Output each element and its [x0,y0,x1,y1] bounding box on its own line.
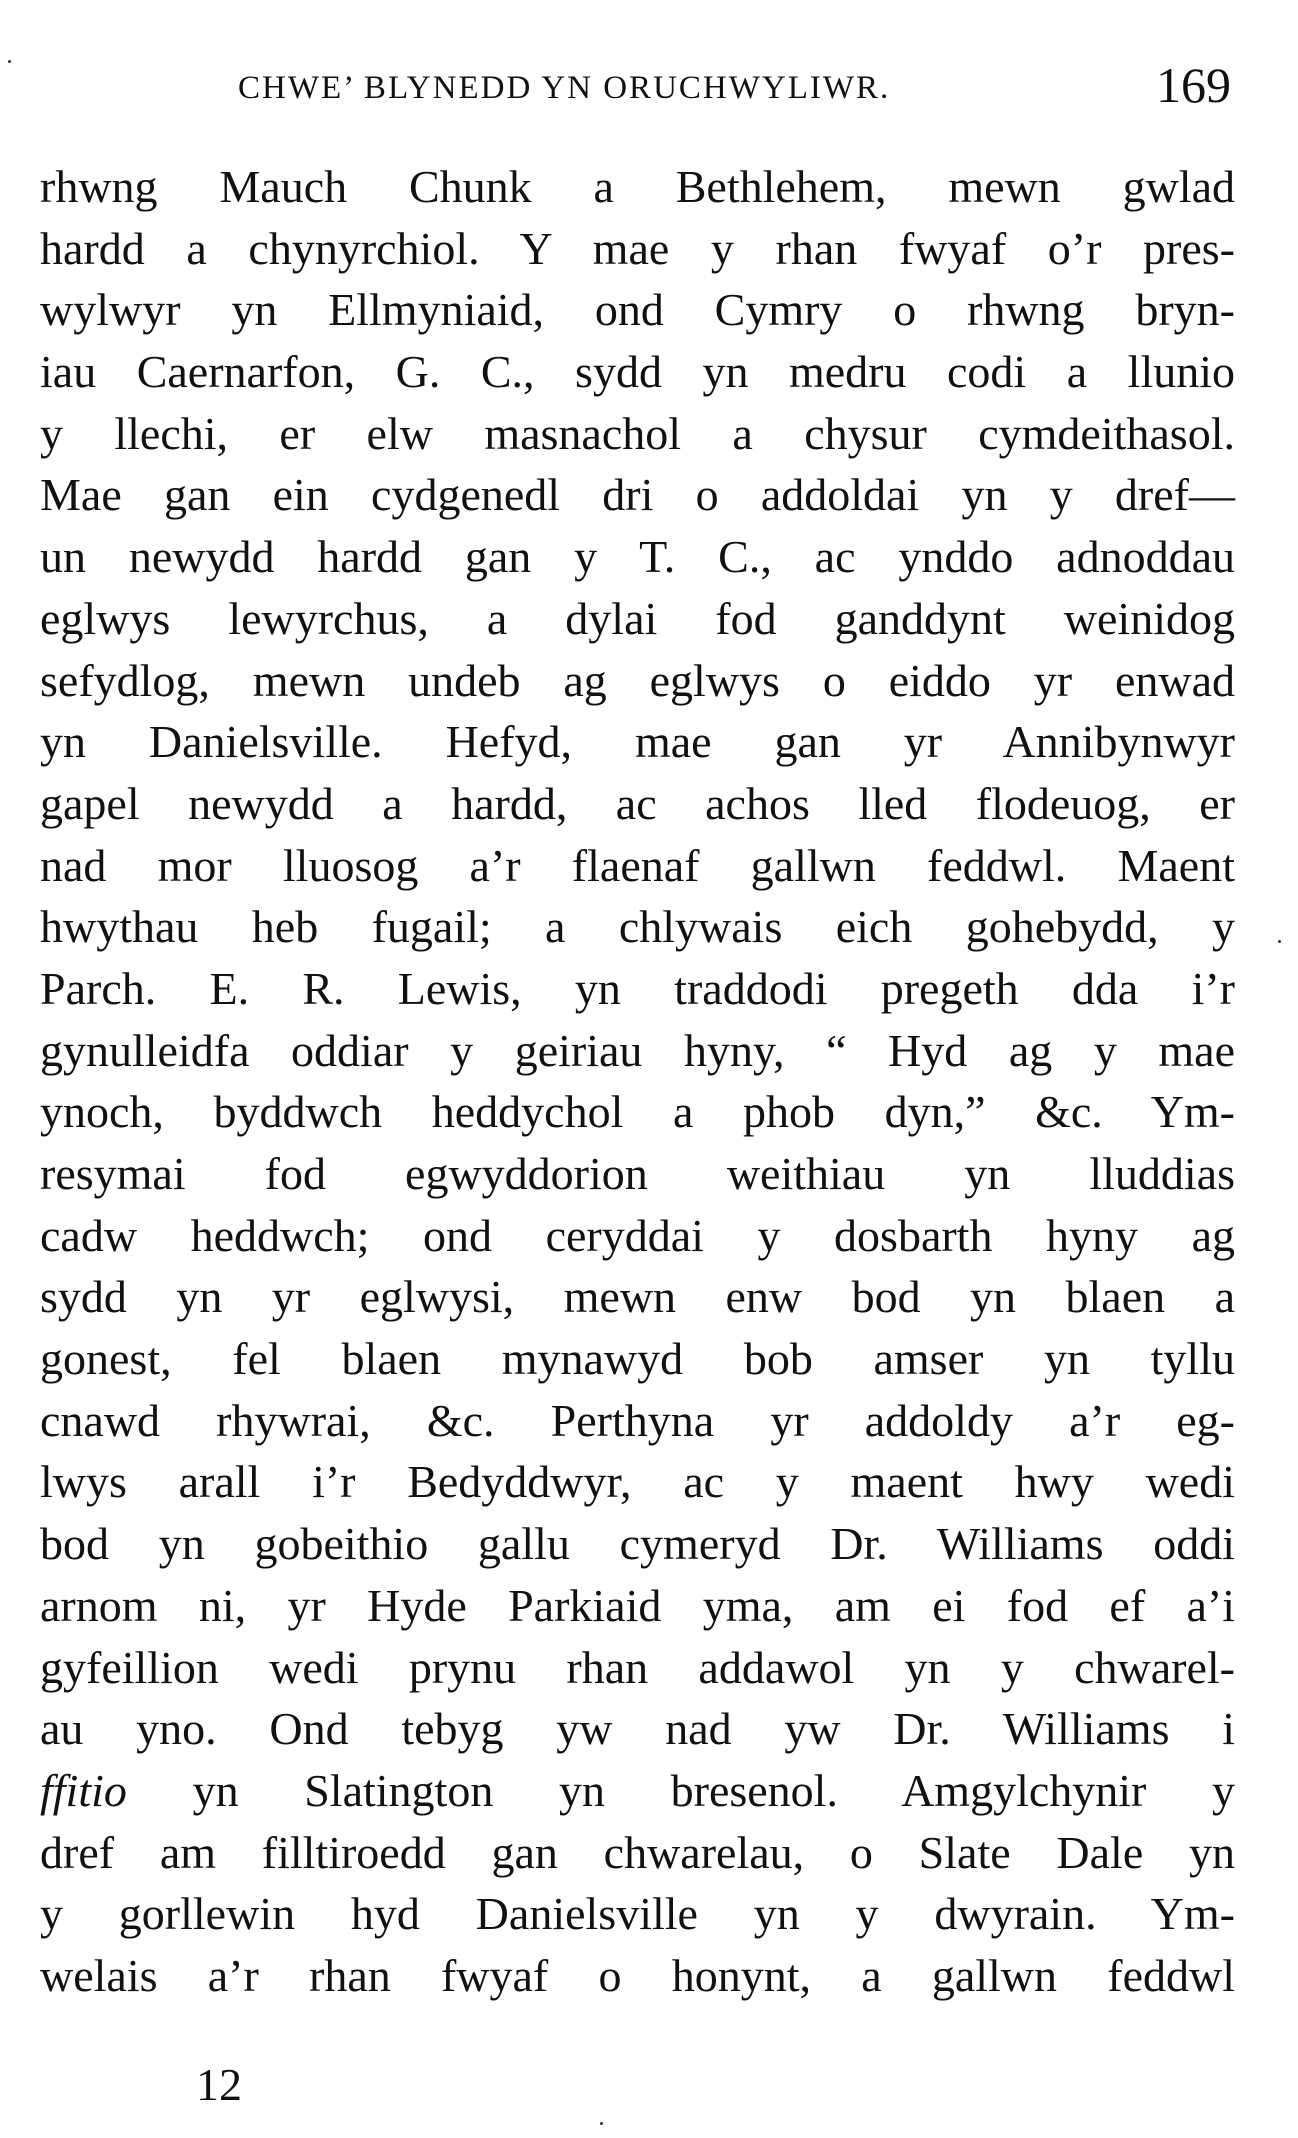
text-line-with-italic [40,1760,1235,1822]
page-number: 169 [1156,57,1231,113]
text-line: au yno. Ond tebyg yw nad yw Dr. Williams i [40,1703,1235,1755]
text-line: y llechi, er elw masnachol a chysur cymdeithasol. [40,407,1235,459]
text-line: hardd a chynyrchiol. Y mae y rhan fwyaf o’r pres- [40,222,1235,274]
speck [8,60,11,63]
text-line: eglwys lewyrchus, a dylai fod ganddynt weinidog [40,592,1235,644]
speck [600,2122,603,2125]
body-text [40,156,1235,2007]
text-line: cadw heddwch; ond ceryddai y dosbarth hyny ag [40,1209,1235,1261]
text-line: welais a’r rhan fwyaf o honynt, a gallwn feddwl [40,1949,1235,2001]
text-line: sydd yn yr eglwysi, mewn enw bod yn blaen a [40,1271,1235,1323]
text-line-rest: yn Slatington yn bresenol. Amgylchynir y [192,1764,1236,1816]
text-line: iau Caernarfon, G. C., sydd yn medru codi a llunio [40,346,1235,398]
text-line: hwythau heb fugail; a chlywais eich gohebydd, y [40,901,1235,953]
running-head [0,56,1298,116]
text-line: gonest, fel blaen mynawyd bob amser yn tyllu [40,1333,1235,1385]
text-line: arnom ni, yr Hyde Parkiaid yma, am ei fod ef a’i [40,1579,1235,1631]
text-line: un newydd hardd gan y T. C., ac ynddo adnoddau [40,531,1235,583]
running-title: CHWE’ BLYNEDD YN ORUCHWYLIWR. [238,70,891,106]
text-line: resymai fod egwyddorion weithiau yn lluddias [40,1148,1235,1199]
text-line: bod yn gobeithio gallu cymeryd Dr. Williams oddi [40,1518,1235,1570]
signature-mark: 12 [196,2059,242,2110]
italic-word: ffitio [40,1764,127,1816]
text-line: y gorllewin hyd Danielsville yn y dwyrain. Ym- [40,1888,1235,1940]
text-line: sefydlog, mewn undeb ag eglwys o eiddo yr enwad [40,654,1235,706]
text-line: lwys arall i’r Bedyddwyr, ac y maent hwy wedi [40,1456,1235,1508]
text-line: ynoch, byddwch heddychol a phob dyn,” &c. Ym- [40,1086,1235,1138]
text-line: gyfeillion wedi prynu rhan addawol yn y chwarel- [40,1641,1235,1693]
text-line: Mae gan ein cydgenedl dri o addoldai yn y dref— [40,469,1235,521]
text-line: gapel newydd a hardd, ac achos lled flodeuog, er [40,777,1235,829]
text-line: wylwyr yn Ellmyniaid, ond Cymry o rhwng bryn- [40,284,1235,336]
text-line: rhwng Mauch Chunk a Bethlehem, mewn gwlad [40,161,1235,212]
text-line: dref am filltiroedd gan chwarelau, o Slate Dale yn [40,1826,1235,1878]
text-line: gynulleidfa oddiar y geiriau hyny, “ Hyd ag y mae [40,1024,1235,1076]
text-line: nad mor lluosog a’r flaenaf gallwn feddwl. Maent [40,839,1235,891]
text-line: yn Danielsville. Hefyd, mae gan yr Annibynwyr [40,716,1235,768]
speck [1278,940,1281,943]
text-line: Parch. E. R. Lewis, yn traddodi pregeth dda i’r [40,962,1235,1014]
text-line: cnawd rhywrai, &c. Perthyna yr addoldy a’r eg- [40,1394,1235,1446]
